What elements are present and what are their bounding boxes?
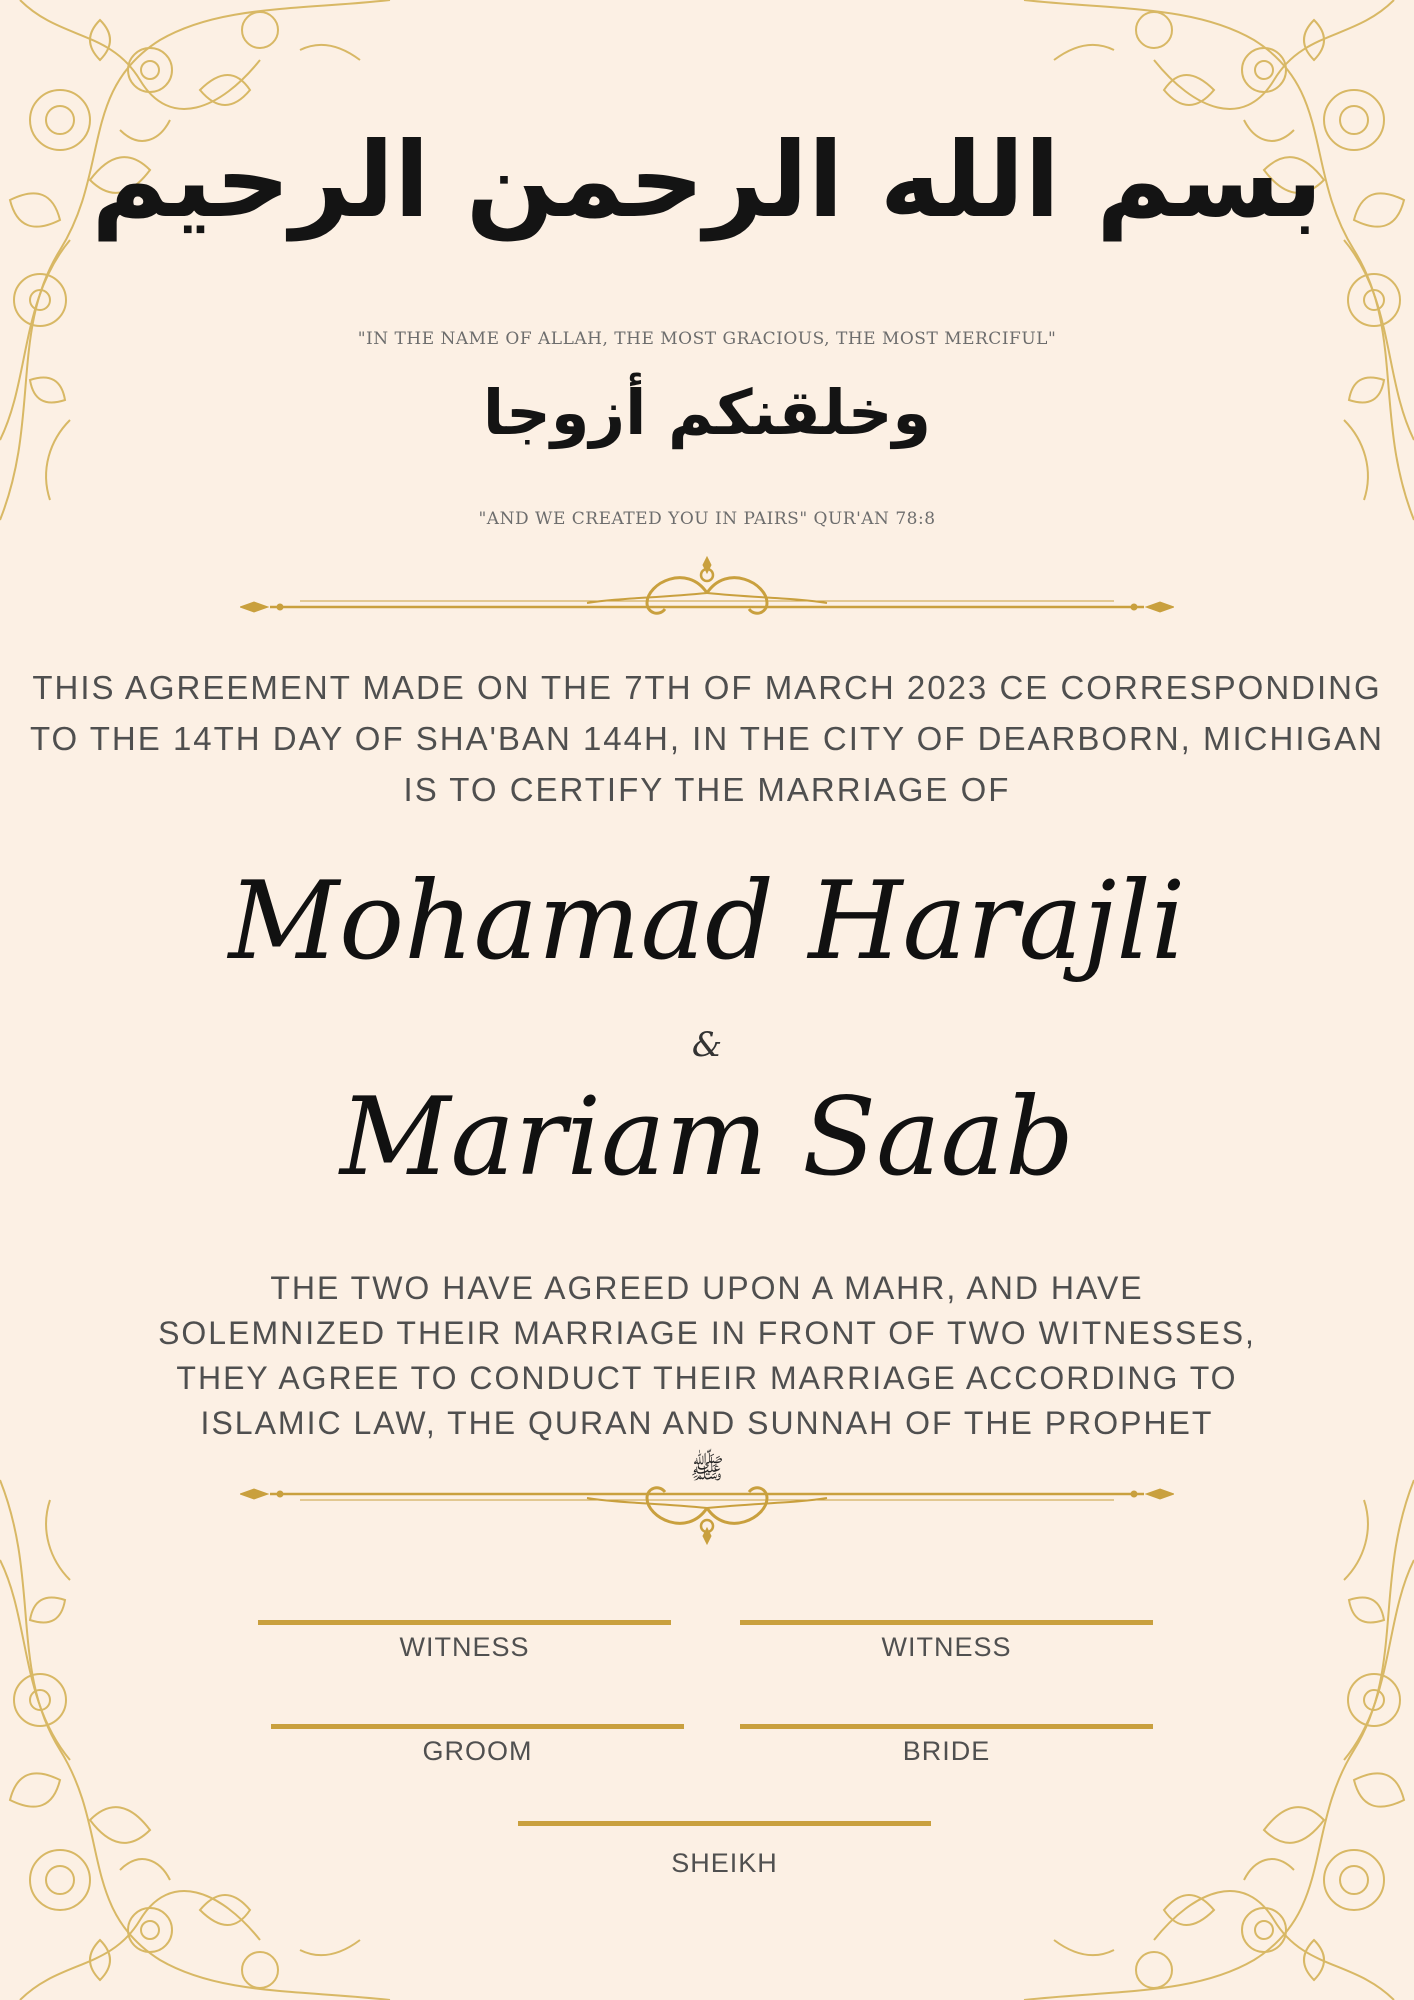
- groom-label: GROOM: [422, 1736, 533, 1766]
- agreement-line-1: THIS AGREEMENT MADE ON THE 7TH OF MARCH 2023 CE CORRESPONDING: [32, 669, 1382, 706]
- witness-1-label: WITNESS: [399, 1632, 530, 1662]
- ampersand: &: [691, 1025, 723, 1065]
- sheikh-label: SHEIKH: [671, 1848, 778, 1878]
- ornamental-divider-top: [240, 545, 1174, 615]
- agreement-line-2: TO THE 14TH DAY OF SHA'BAN 144H, IN THE CITY OF DEARBORN, MICHIGAN: [29, 720, 1385, 757]
- witness-2-label: WITNESS: [881, 1632, 1012, 1662]
- agreement-text: [20, 662, 1394, 815]
- groom-signature-line[interactable]: [271, 1724, 684, 1729]
- bride-signature-line[interactable]: [740, 1724, 1153, 1729]
- witness-1-signature-line[interactable]: [258, 1620, 671, 1625]
- prophet-honorific: ﷺ: [690, 1452, 724, 1485]
- verse-calligraphy: وخلقنكم أزوجا: [482, 376, 932, 449]
- basmala-translation: "IN THE NAME OF ALLAH, THE MOST GRACIOUS, THE MOST MERCIFUL": [357, 329, 1057, 349]
- bride-label: BRIDE: [902, 1736, 991, 1766]
- bride-name: Mariam Saab: [339, 1075, 1075, 1200]
- statement-line-1: THE TWO HAVE AGREED UPON A MAHR, AND HAVE: [270, 1270, 1144, 1306]
- statement-line-2: SOLEMNIZED THEIR MARRIAGE IN FRONT OF TWO WITNESSES,: [158, 1315, 1256, 1351]
- statement-line-4-text: ISLAMIC LAW, THE QURAN AND SUNNAH OF THE PROPHET: [200, 1405, 1214, 1441]
- groom-name: Mohamad Harajli: [228, 859, 1186, 984]
- marriage-statement: [120, 1266, 1294, 1491]
- agreement-line-3: IS TO CERTIFY THE MARRIAGE OF: [403, 771, 1011, 808]
- statement-line-4: [120, 1401, 1294, 1491]
- floral-corner-top-right: [1014, 0, 1414, 540]
- witness-2-signature-line[interactable]: [740, 1620, 1153, 1625]
- ornamental-divider-bottom: [240, 1486, 1174, 1556]
- verse-translation: "AND WE CREATED YOU IN PAIRS" QUR'AN 78:8: [478, 509, 936, 529]
- basmala-calligraphy: بسم الله الرحمن الرحيم: [91, 119, 1323, 241]
- statement-line-3: THEY AGREE TO CONDUCT THEIR MARRIAGE ACCORDING TO: [176, 1360, 1238, 1396]
- sheikh-signature-line[interactable]: [518, 1821, 931, 1826]
- floral-corner-top-left: [0, 0, 400, 540]
